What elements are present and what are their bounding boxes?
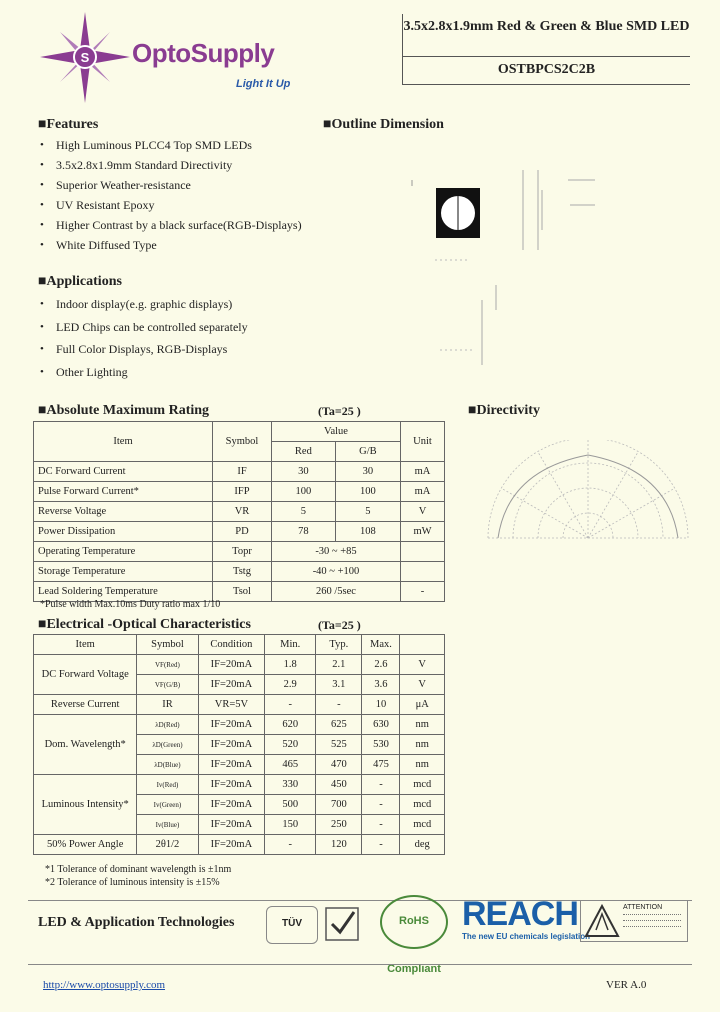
table-row: Pulse Forward Current* IFP 100 100 mA	[34, 482, 445, 502]
list-item: • Indoor display(e.g. graphic displays)	[36, 293, 336, 316]
list-item: • High Luminous PLCC4 Top SMD LEDs	[36, 135, 336, 155]
table-row: Dom. Wavelength* λD(Red) IF=20mA 620 625 630 nm	[34, 715, 445, 735]
table-row: Reverse Voltage VR 5 5 V	[34, 502, 445, 522]
directivity-polar-plot	[468, 440, 708, 550]
table-row: Reverse Current IR VR=5V - - 10 μA	[34, 695, 445, 715]
abs-max-note: *Pulse width Max.10ms Duty ratio max 1/10	[40, 599, 221, 610]
table-row: Storage Temperature Tstg -40 ~ +100	[34, 562, 445, 582]
list-item: • LED Chips can be controlled separately	[36, 316, 336, 339]
header-gb: G/B	[335, 442, 400, 462]
tuv-badge-icon: TÜV	[266, 906, 318, 944]
brand-name: OptoSupply	[132, 38, 275, 68]
header-item: Item	[34, 422, 213, 462]
title-box	[402, 14, 690, 85]
elec-opt-table	[33, 634, 445, 855]
reach-logo: REACH	[462, 895, 578, 933]
header-unit: Unit	[401, 422, 445, 462]
esd-warning-icon	[584, 904, 620, 938]
table-row: 50% Power Angle 2θ1/2 IF=20mA - 120 - deg	[34, 835, 445, 855]
header-red: Red	[272, 442, 336, 462]
header-symbol: Symbol	[213, 422, 272, 462]
footer-divider	[28, 964, 692, 965]
list-item: • Superior Weather-resistance	[36, 175, 336, 195]
directivity-heading: ■Directivity	[468, 403, 540, 418]
quality-check-icon	[322, 904, 362, 944]
features-list	[36, 135, 336, 255]
table-row: VF(G/B) IF=20mA 2.9 3.1 3.6 V	[34, 675, 445, 695]
part-number: OSTBPCS2C2B	[497, 62, 596, 77]
table-row: Luminous Intensity* Iv(Red) IF=20mA 330 450 - mcd	[34, 775, 445, 795]
table-row: DC Forward Current IF 30 30 mA	[34, 462, 445, 482]
brand-tagline: Light It Up	[236, 78, 291, 90]
elec-opt-note-1: *1 Tolerance of dominant wavelength is ±1nm	[45, 864, 232, 875]
list-item: • White Diffused Type	[36, 235, 336, 255]
attention-label: ATTENTION	[623, 904, 663, 911]
outline-heading: ■Outline Dimension	[323, 117, 444, 132]
list-item: • 3.5x2.8x1.9mm Standard Directivity	[36, 155, 336, 175]
elec-opt-heading: ■Electrical -Optical Characteristics	[38, 617, 251, 632]
table-header-row: Item Symbol Condition Min. Typ. Max.	[34, 635, 445, 655]
table-row: DC Forward Voltage VF(Red) IF=20mA 1.8 2.1 2.6 V	[34, 655, 445, 675]
rohs-badge-icon: RoHS Compliant	[380, 895, 448, 949]
features-heading: ■Features	[38, 117, 99, 132]
list-item: • Other Lighting	[36, 361, 336, 384]
applications-heading: ■Applications	[38, 274, 122, 289]
table-row: Iv(Blue) IF=20mA 150 250 - mcd	[34, 815, 445, 835]
elec-opt-note-2: *2 Tolerance of luminous intensity is ±15%	[45, 877, 220, 888]
outline-drawing	[400, 150, 620, 370]
company-line: LED & Application Technologies	[38, 915, 235, 930]
header-value: Value	[272, 422, 401, 442]
table-row: Iv(Green) IF=20mA 500 700 - mcd	[34, 795, 445, 815]
product-title: 3.5x2.8x1.9mm Red & Green & Blue SMD LED	[403, 19, 690, 34]
list-item: • Full Color Displays, RGB-Displays	[36, 338, 336, 361]
table-row: Operating Temperature Topr -30 ~ +85	[34, 542, 445, 562]
table-row: λD(Green) IF=20mA 520 525 530 nm	[34, 735, 445, 755]
list-item: • Higher Contrast by a black surface(RGB-Displays)	[36, 215, 336, 235]
abs-max-condition: (Ta=25 )	[318, 404, 361, 418]
version-label: VER A.0	[606, 979, 647, 991]
applications-list	[36, 293, 336, 383]
esd-attention-box	[580, 900, 688, 942]
elec-opt-condition: (Ta=25 )	[318, 618, 361, 632]
website-link[interactable]: http://www.optosupply.com	[43, 979, 166, 991]
optosupply-star-icon	[30, 10, 140, 105]
table-row: Lead Soldering Temperature Tsol 260 /5sec -	[34, 582, 445, 602]
list-item: • UV Resistant Epoxy	[36, 195, 336, 215]
table-row: λD(Blue) IF=20mA 465 470 475 nm	[34, 755, 445, 775]
reach-tagline: The new EU chemicals legislation	[462, 932, 591, 941]
abs-max-heading: ■Absolute Maximum Rating	[38, 403, 210, 418]
svg-text:S: S	[80, 50, 90, 65]
table-row: Power Dissipation PD 78 108 mW	[34, 522, 445, 542]
abs-max-table	[33, 421, 445, 602]
